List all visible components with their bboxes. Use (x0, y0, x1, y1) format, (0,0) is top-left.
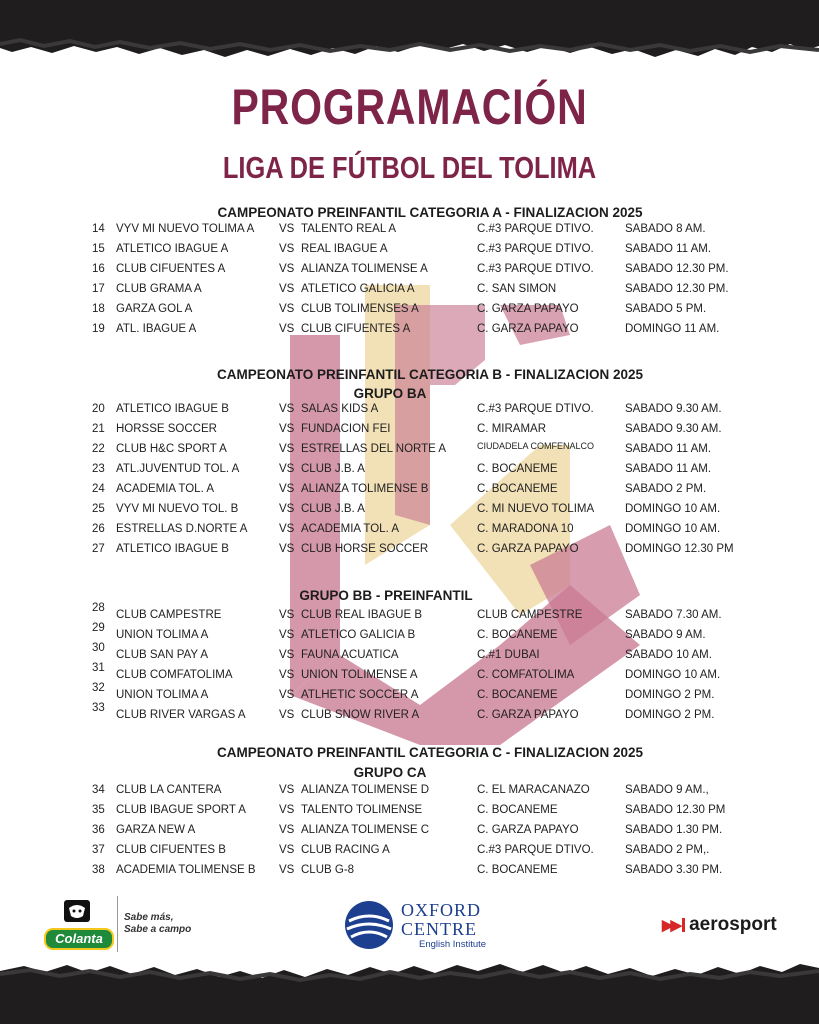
venue: C. COMFATOLIMA (477, 669, 575, 681)
away-team: REAL IBAGUE A (301, 243, 388, 255)
away-team: TALENTO REAL A (301, 223, 397, 235)
versus-label: VS (279, 263, 295, 275)
venue: C.#3 PARQUE DTIVO. (477, 243, 594, 255)
venue: C. GARZA PAPAYO (477, 709, 579, 721)
colanta-slogan (124, 912, 191, 936)
away-team: CLUB J.B. A (301, 503, 365, 515)
home-team: CLUB H&C SPORT A (116, 443, 227, 455)
match-number: 19 (92, 323, 105, 335)
away-team: ATLETICO GALICIA B (301, 629, 416, 641)
venue: C. MIRAMAR (477, 423, 546, 435)
home-team: ACADEMIA TOL. A (116, 483, 215, 495)
match-row (0, 503, 819, 523)
colanta-logo (44, 896, 114, 952)
venue: CLUB CAMPESTRE (477, 609, 583, 621)
aerosport-logo (662, 914, 777, 938)
home-team: VYV MI NUEVO TOLIMA A (116, 223, 255, 235)
away-team: FAUNA ACUATICA (301, 649, 399, 661)
match-row (0, 662, 819, 689)
match-time: SABADO 2 PM,. (625, 844, 710, 856)
match-time: DOMINGO 2 PM. (625, 709, 715, 721)
match-time: SABADO 3.30 PM. (625, 864, 723, 876)
match-number: 30 (92, 642, 105, 654)
versus-label: VS (279, 629, 295, 641)
venue: C.#3 PARQUE DTIVO. (477, 844, 594, 856)
away-team: CLUB RACING A (301, 844, 390, 856)
home-team: ATL.JUVENTUD TOL. A (116, 463, 240, 475)
group-title-ba: GRUPO BA (353, 386, 427, 401)
match-number: 14 (92, 223, 105, 235)
page-title: PROGRAMACIÓN (231, 79, 588, 135)
versus-label: VS (279, 443, 295, 455)
fast-forward-icon: ▶▶ (662, 917, 680, 934)
away-team: CLUB G-8 (301, 864, 355, 876)
venue: C. BOCANEME (477, 804, 558, 816)
home-team: CLUB IBAGUE SPORT A (116, 804, 246, 816)
match-row (0, 443, 819, 463)
match-number: 18 (92, 303, 105, 315)
away-team: ACADEMIA TOL. A (301, 523, 400, 535)
page-subtitle: LIGA DE FÚTBOL DEL TOLIMA (222, 150, 597, 185)
home-team: UNION TOLIMA A (116, 689, 209, 701)
away-team: CLUB CIFUENTES A (301, 323, 411, 335)
colanta-slogan-line-1: Sabe más, (124, 912, 174, 923)
section-title-cat-b: CAMPEONATO PREINFANTIL CATEGORIA B - FINALIZACION 2025 (216, 367, 644, 382)
match-number: 25 (92, 503, 105, 515)
versus-label: VS (279, 223, 295, 235)
venue: C.#3 PARQUE DTIVO. (477, 263, 594, 275)
oxford-line-2: CENTRE (401, 919, 477, 939)
home-team: CLUB COMFATOLIMA (116, 669, 233, 681)
match-time: DOMINGO 11 AM. (625, 323, 720, 335)
away-team: ATLHETIC SOCCER A (301, 689, 419, 701)
versus-label: VS (279, 669, 295, 681)
match-time: SABADO 5 PM. (625, 303, 707, 315)
torn-paper-top (0, 0, 819, 70)
match-number: 20 (92, 403, 105, 415)
match-number: 15 (92, 243, 105, 255)
match-time: DOMINGO 12.30 PM (625, 543, 734, 555)
versus-label: VS (279, 543, 295, 555)
match-row (0, 824, 819, 844)
sponsor-divider (117, 896, 118, 952)
group-title-ca: GRUPO CA (353, 765, 427, 780)
aerosport-wordmark: aerosport (689, 914, 777, 935)
match-number: 26 (92, 523, 105, 535)
match-time: SABADO 2 PM. (625, 483, 707, 495)
home-team: ATLETICO IBAGUE B (116, 403, 229, 415)
away-team: CLUB TOLIMENSES A (301, 303, 419, 315)
venue: C. BOCANEME (477, 463, 558, 475)
match-row (0, 804, 819, 824)
home-team: ATLETICO IBAGUE A (116, 243, 229, 255)
match-row (0, 784, 819, 804)
match-time: SABADO 11 AM. (625, 443, 712, 455)
match-number: 38 (92, 864, 105, 876)
versus-label: VS (279, 323, 295, 335)
venue: C. BOCANEME (477, 629, 558, 641)
match-time: DOMINGO 10 AM. (625, 523, 721, 535)
versus-label: VS (279, 283, 295, 295)
away-team: FUNDACION FEI (301, 423, 391, 435)
away-team: CLUB J.B. A (301, 463, 365, 475)
match-time: SABADO 9 AM., (625, 784, 709, 796)
home-team: ATLETICO IBAGUE B (116, 543, 229, 555)
section-title-cat-a: CAMPEONATO PREINFANTIL CATEGORIA A - FINALIZACION 2025 (217, 205, 643, 220)
match-number: 27 (92, 543, 105, 555)
home-team: CLUB CAMPESTRE (116, 609, 222, 621)
match-time: SABADO 7.30 AM. (625, 609, 722, 621)
match-number: 32 (92, 682, 105, 694)
match-row (0, 303, 819, 323)
home-team: GARZA NEW A (116, 824, 196, 836)
home-team: CLUB CIFUENTES A (116, 263, 226, 275)
versus-label: VS (279, 463, 295, 475)
match-row (0, 223, 819, 243)
home-team: HORSSE SOCCER (116, 423, 217, 435)
venue: C. MARADONA 10 (477, 523, 574, 535)
away-team: ATLETICO GALICIA A (301, 283, 415, 295)
match-time: SABADO 12.30 PM. (625, 283, 729, 295)
versus-label: VS (279, 864, 295, 876)
match-number: 33 (92, 702, 105, 714)
away-team: ALIANZA TOLIMENSE D (301, 784, 430, 796)
match-row (0, 403, 819, 423)
versus-label: VS (279, 844, 295, 856)
versus-label: VS (279, 403, 295, 415)
venue: C. GARZA PAPAYO (477, 303, 579, 315)
versus-label: VS (279, 689, 295, 701)
section-title-cat-c: CAMPEONATO PREINFANTIL CATEGORIA C - FINALIZACION 2025 (216, 745, 644, 760)
match-number: 21 (92, 423, 105, 435)
match-row (0, 622, 819, 649)
match-time: SABADO 10 AM. (625, 649, 712, 661)
match-time: SABADO 11 AM. (625, 243, 712, 255)
venue: C. GARZA PAPAYO (477, 824, 579, 836)
home-team: ACADEMIA TOLIMENSE B (116, 864, 256, 876)
match-number: 35 (92, 804, 105, 816)
home-team: CLUB CIFUENTES B (116, 844, 226, 856)
match-number: 34 (92, 784, 105, 796)
torn-paper-bottom (0, 950, 819, 1024)
match-row (0, 463, 819, 483)
match-row (0, 543, 819, 563)
match-number: 24 (92, 483, 105, 495)
venue: C.#3 PARQUE DTIVO. (477, 403, 594, 415)
venue: C. BOCANEME (477, 483, 558, 495)
match-number: 28 (92, 602, 105, 614)
match-row (0, 844, 819, 864)
match-row (0, 423, 819, 443)
versus-label: VS (279, 649, 295, 661)
versus-label: VS (279, 709, 295, 721)
match-row (0, 323, 819, 343)
venue: C. BOCANEME (477, 864, 558, 876)
match-row (0, 682, 819, 709)
home-team: CLUB SAN PAY A (116, 649, 209, 661)
away-team: ALIANZA TOLIMENSE C (301, 824, 430, 836)
versus-label: VS (279, 303, 295, 315)
cow-icon (64, 900, 90, 922)
home-team: VYV MI NUEVO TOL. B (116, 503, 239, 515)
match-number: 29 (92, 622, 105, 634)
venue: C. GARZA PAPAYO (477, 323, 579, 335)
match-number: 16 (92, 263, 105, 275)
away-team: CLUB REAL IBAGUE B (301, 609, 423, 621)
match-number: 31 (92, 662, 105, 674)
versus-label: VS (279, 523, 295, 535)
versus-label: VS (279, 804, 295, 816)
versus-label: VS (279, 423, 295, 435)
versus-label: VS (279, 609, 295, 621)
match-time: SABADO 9.30 AM. (625, 403, 722, 415)
match-number: 17 (92, 283, 105, 295)
match-number: 22 (92, 443, 105, 455)
match-time: DOMINGO 10 AM. (625, 669, 721, 681)
match-time: SABADO 12.30 PM. (625, 263, 729, 275)
match-row (0, 243, 819, 263)
away-team: SALAS KIDS A (301, 403, 379, 415)
venue: C.#3 PARQUE DTIVO. (477, 223, 594, 235)
versus-label: VS (279, 243, 295, 255)
away-team: ALIANZA TOLIMENSE A (301, 263, 428, 275)
venue: C. MI NUEVO TOLIMA (477, 503, 595, 515)
match-number: 37 (92, 844, 105, 856)
match-row (0, 523, 819, 543)
venue: C.#1 DUBAI (477, 649, 540, 661)
match-row (0, 864, 819, 884)
home-team: CLUB RIVER VARGAS A (116, 709, 246, 721)
match-row (0, 263, 819, 283)
home-team: UNION TOLIMA A (116, 629, 209, 641)
match-time: SABADO 9 AM. (625, 629, 706, 641)
match-time: SABADO 11 AM. (625, 463, 712, 475)
match-row (0, 483, 819, 503)
venue: C. GARZA PAPAYO (477, 543, 579, 555)
home-team: GARZA GOL A (116, 303, 193, 315)
away-team: ESTRELLAS DEL NORTE A (301, 443, 447, 455)
oxford-line-1: OXFORD (401, 900, 482, 920)
away-team: CLUB SNOW RIVER A (301, 709, 420, 721)
match-time: DOMINGO 10 AM. (625, 503, 721, 515)
match-row (0, 702, 819, 729)
home-team: CLUB GRAMA A (116, 283, 202, 295)
home-team: CLUB LA CANTERA (116, 784, 222, 796)
match-number: 36 (92, 824, 105, 836)
home-team: ESTRELLAS D.NORTE A (116, 523, 248, 535)
match-time: DOMINGO 2 PM. (625, 689, 715, 701)
match-row (0, 642, 819, 669)
away-team: TALENTO TOLIMENSE (301, 804, 423, 816)
oxford-line-3: English Institute (419, 939, 487, 950)
away-team: CLUB HORSE SOCCER (301, 543, 429, 555)
home-team: ATL. IBAGUE A (116, 323, 197, 335)
away-team: UNION TOLIMENSE A (301, 669, 418, 681)
versus-label: VS (279, 824, 295, 836)
match-number: 23 (92, 463, 105, 475)
versus-label: VS (279, 784, 295, 796)
match-time: SABADO 9.30 AM. (625, 423, 722, 435)
venue: C. BOCANEME (477, 689, 558, 701)
match-row (0, 602, 819, 629)
versus-label: VS (279, 503, 295, 515)
group-title-bb: GRUPO BB - PREINFANTIL (299, 588, 473, 603)
match-time: SABADO 1.30 PM. (625, 824, 723, 836)
colanta-wordmark: Colanta (44, 928, 114, 950)
match-time: SABADO 8 AM. (625, 223, 706, 235)
match-time: SABADO 12.30 PM (625, 804, 726, 816)
match-row (0, 283, 819, 303)
oxford-centre-logo (343, 896, 503, 956)
away-team: ALIANZA TOLIMENSE B (301, 483, 429, 495)
globe-icon (343, 899, 395, 951)
versus-label: VS (279, 483, 295, 495)
colanta-slogan-line-2: Sabe a campo (124, 924, 192, 935)
venue: C. SAN SIMON (477, 283, 557, 295)
venue: C. EL MARACANAZO (477, 784, 590, 796)
venue: CIUDADELA COMFENALCO (477, 441, 595, 451)
